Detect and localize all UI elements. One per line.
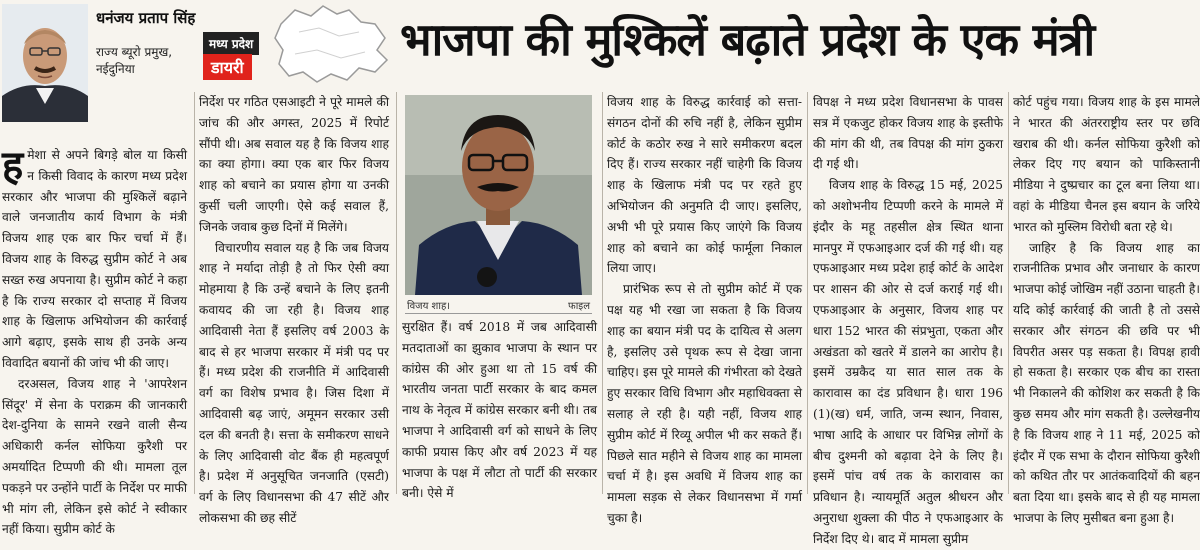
column-divider <box>194 92 195 494</box>
paragraph: सुरक्षित हैं। वर्ष 2018 में जब आदिवासी मतदाताओं का झुकाव भाजपा के स्थान पर कांग्रेस की ओर हुआ था तो 15 वर्ष की भारतीय जनता पार्टी सरकार के बाद कमल नाथ के नेतृत्व में कांग्रेस सरकार बनी थी। तब भाजपा ने आदिवासी वर्ग को साधने के लिए काफी प्रयास किए और वर्ष 2023 में यह भाजपा के पक्ष में लौटा तो पार्टी की सरकार बनी। ऐसे में <box>402 320 597 501</box>
author-organization: नईदुनिया <box>96 62 135 76</box>
paragraph: विपक्ष ने मध्य प्रदेश विधानसभा के पावस सत्र में एकजुट होकर विजय शाह के इस्तीफे की मांग की थी, तब विपक्ष की मांग ठुकरा दी गई थी। <box>813 95 1003 172</box>
author-name: धनंजय प्रताप सिंह <box>96 9 196 27</box>
photo-credit: फाइल <box>568 301 590 312</box>
author-title: राज्य ब्यूरो प्रमुख, <box>96 45 173 59</box>
paragraph <box>2 142 187 374</box>
column-divider <box>807 92 808 494</box>
paragraph: निर्देश पर गठित एसआइटी ने पूरे मामले की जांच की और अगस्त, 2025 में रिपोर्ट सौंपी थी। अब सवाल यह है कि विजय शाह का क्या होगा। क्या एक बार फिर विजय शाह को बचाने का प्रयास होगा या उनकी कुर्सी चली जाएगी। ऐसे कई सवाल हैं, जिनके जवाब कुछ दिनों में मिलेंगे। <box>199 95 389 234</box>
paragraph: विचारणीय सवाल यह है कि जब विजय शाह ने मर्यादा तोड़ी है तो फिर ऐसी क्या मोहमाया है कि उन्हें बचाने के लिए इतनी कवायद की जा रही है। विजय शाह आदिवासी नेता हैं इसलिए वर्ष 2003 के बाद से हर भाजपा सरकार में मंत्री पद पर हैं। मध्य प्रदेश की राजनीति में आदिवासी वर्ग का विशेष प्रभाव है। जिस दिशा में आदिवासी बढ़ जाएं, अमूमन सरकार उसी दल की बनती है। सत्ता के समीकरण साधने के लिए आदिवासी वोट बैंक ही महत्वपूर्ण है। प्रदेश में अनुसूचित जनजाति (एसटी) वर्ग के लिए विधानसभा की 47 सीटें और लोकसभा की छह सीटें <box>199 240 389 525</box>
photo-caption-name: विजय शाह। <box>407 301 451 312</box>
paragraph-text: मेशा से अपने बिगड़े बोल या किसी न किसी विवाद के कारण मध्य प्रदेश सरकार और भाजपा की मुश्किलें बढ़ाने वाले जनजातीय कार्य विभाग के मंत्री विजय शाह एक बार फिर चर्चा में हैं। विजय शाह के विरुद्ध सुप्रीम कोर्ट ने अब सख्त रुख अपनाया है। सुप्रीम कोर्ट ने कहा है कि राज्य सरकार दो सप्ताह में विजय शाह के खिलाफ अभियोजन की कार्रवाई आगे बढ़ाए, इसके साथ ही उनके अन्य विवादित बयानों की जांच भी की जाए। <box>2 148 187 370</box>
article-column-6 <box>1013 92 1200 525</box>
paragraph: दरअसल, विजय शाह ने 'आपरेशन सिंदूर' में सेना के पराक्रम की जानकारी देश-दुनिया के सामने रखने वाली सैन्य अधिकारी कर्नल सोफिया कुरैशी पर अमर्यादित टिप्पणी की थी। मामला तूल पकड़ने पर उन्होंने पार्टी के निर्देश पर माफी भी मांग ली, लेकिन इसे कोर्ट ने स्वीकार नहीं किया। सुप्रीम कोर्ट के <box>2 376 187 537</box>
column-divider <box>1008 92 1009 494</box>
author-portrait-image <box>2 4 88 122</box>
article-column-3 <box>402 317 597 501</box>
paragraph: विजय शाह के विरुद्ध 15 मई, 2025 को अशोभनीय टिप्पणी करने के मामले में इंदौर के महू तहसील क्षेत्र स्थित थाना मानपुर में एफआइआर दर्ज की गई थी। यह एफआइआर मध्य प्रदेश हाई कोर्ट के आदेश पर शासन की ओर से दर्ज कराई गई थी। एफआइआर के अनुसार, विजय शाह पर धारा 152 भारत की संप्रभुता, एकता और अखंडता को खतरे में डालने का आरोप है। इसमें उम्रकैद या सात साल तक के कारावास का दंड प्रविधान है। धारा 196 (1)(ख) धर्म, जाति, जन्म स्थान, निवास, भाषा आदि के आधार पर विभिन्न लोगों के बीच दुश्मनी को बढ़ावा देने के लिए है। इसमें पांच वर्ष तक के कारावास का प्रविधान है। न्यायमूर्ति अतुल श्रीधरन और अनुराधा शुक्ला की पीठ ने एफआइआर के निर्देश दिए थे। बाद में मामला सुप्रीम <box>813 178 1003 546</box>
logo-state-label: मध्य प्रदेश <box>203 32 259 55</box>
article-headline: भाजपा की मुश्किलें बढ़ाते प्रदेश के एक मंत्री <box>400 13 1095 66</box>
paragraph: विजय शाह के विरुद्ध कार्रवाई को सत्ता-संगठन दोनों की रुचि नहीं है, लेकिन सुप्रीम कोर्ट के कठोर रुख ने सारे समीकरण बदल दिए हैं। राज्य सरकार नहीं चाहेगी कि विजय शाह के खिलाफ मंत्री पद पर रहते हुए अभियोजन की अनुमति दी जाए। इसलिए, अभी भी पूरे प्रयास किए जाएंगे कि विजय शाह को बचाने का कोई फार्मूला निकाल लिया जाए। <box>607 95 802 276</box>
paragraph: प्रारंभिक रूप से तो सुप्रीम कोर्ट में एक पक्ष यह भी रखा जा सकता है कि विजय शाह का बयान मंत्री पद के दायित्व से अलग है, इसलिए उसे पृथक रूप से देखा जाना चाहिए। इस पूरे मामले की गंभीरता को देखते हुए सरकार विधि विभाग और महाधिवक्ता से सलाह ले रही है। यही नहीं, विजय शाह सुप्रीम कोर्ट में रिव्यू अपील भी कर सकते हैं। पिछले सात महीने से विजय शाह का मामला चर्चा में है। इस अवधि में विजय शाह का मामला सड़क से लेकर विधानसभा में गर्मा चुका है। <box>607 282 802 525</box>
article-column-2 <box>199 92 389 525</box>
column-divider <box>602 92 603 494</box>
logo-diary-label: डायरी <box>203 54 252 80</box>
paragraph: जाहिर है कि विजय शाह का राजनीतिक प्रभाव और जनाधार के कारण भाजपा कोई जोखिम नहीं उठाना चाहती है। यदि कोई कार्रवाई की जाती है तो उससे सरकार और संगठन की छवि पर भी विपरीत असर पड़ सकता है। विपक्ष हावी हो सकता है। सरकार एक बीच का रास्ता भी निकालने की कोशिश कर सकती है कि कुछ समय और मांग सकती है। उल्लेखनीय है कि विजय शाह ने 11 मई, 2025 को इंदौर में एक सभा के दौरान सोफिया कुरैशी को कथित तौर पर आतंकवादियों की बहन बता दिया था। इसके बाद से ही यह मामला भाजपा के लिए मुसीबत बना हुआ है। <box>1013 240 1200 525</box>
section-logo <box>199 2 391 84</box>
drop-cap: ह <box>2 142 24 189</box>
portrait-image <box>405 95 592 295</box>
minister-photo <box>405 95 592 295</box>
column-divider <box>396 92 397 494</box>
article-column-1 <box>2 142 187 537</box>
author-byline <box>0 0 195 138</box>
author-role <box>96 44 172 78</box>
photo-caption <box>405 298 592 314</box>
paragraph: कोर्ट पहुंच गया। विजय शाह के इस मामले ने भारत की अंतरराष्ट्रीय स्तर पर छवि खराब की थी। कर्नल सोफिया कुरैशी को लेकर दिए गए बयान को पाकिस्तानी मीडिया ने दुष्प्रचार का टूल बना लिया था। वहां के मीडिया चैनल इस बयान के जरिये भारत को मुस्लिम विरोधी बता रहे थे। <box>1013 95 1200 234</box>
author-avatar <box>2 4 88 122</box>
article-column-5 <box>813 92 1003 546</box>
article-column-4 <box>607 92 802 525</box>
